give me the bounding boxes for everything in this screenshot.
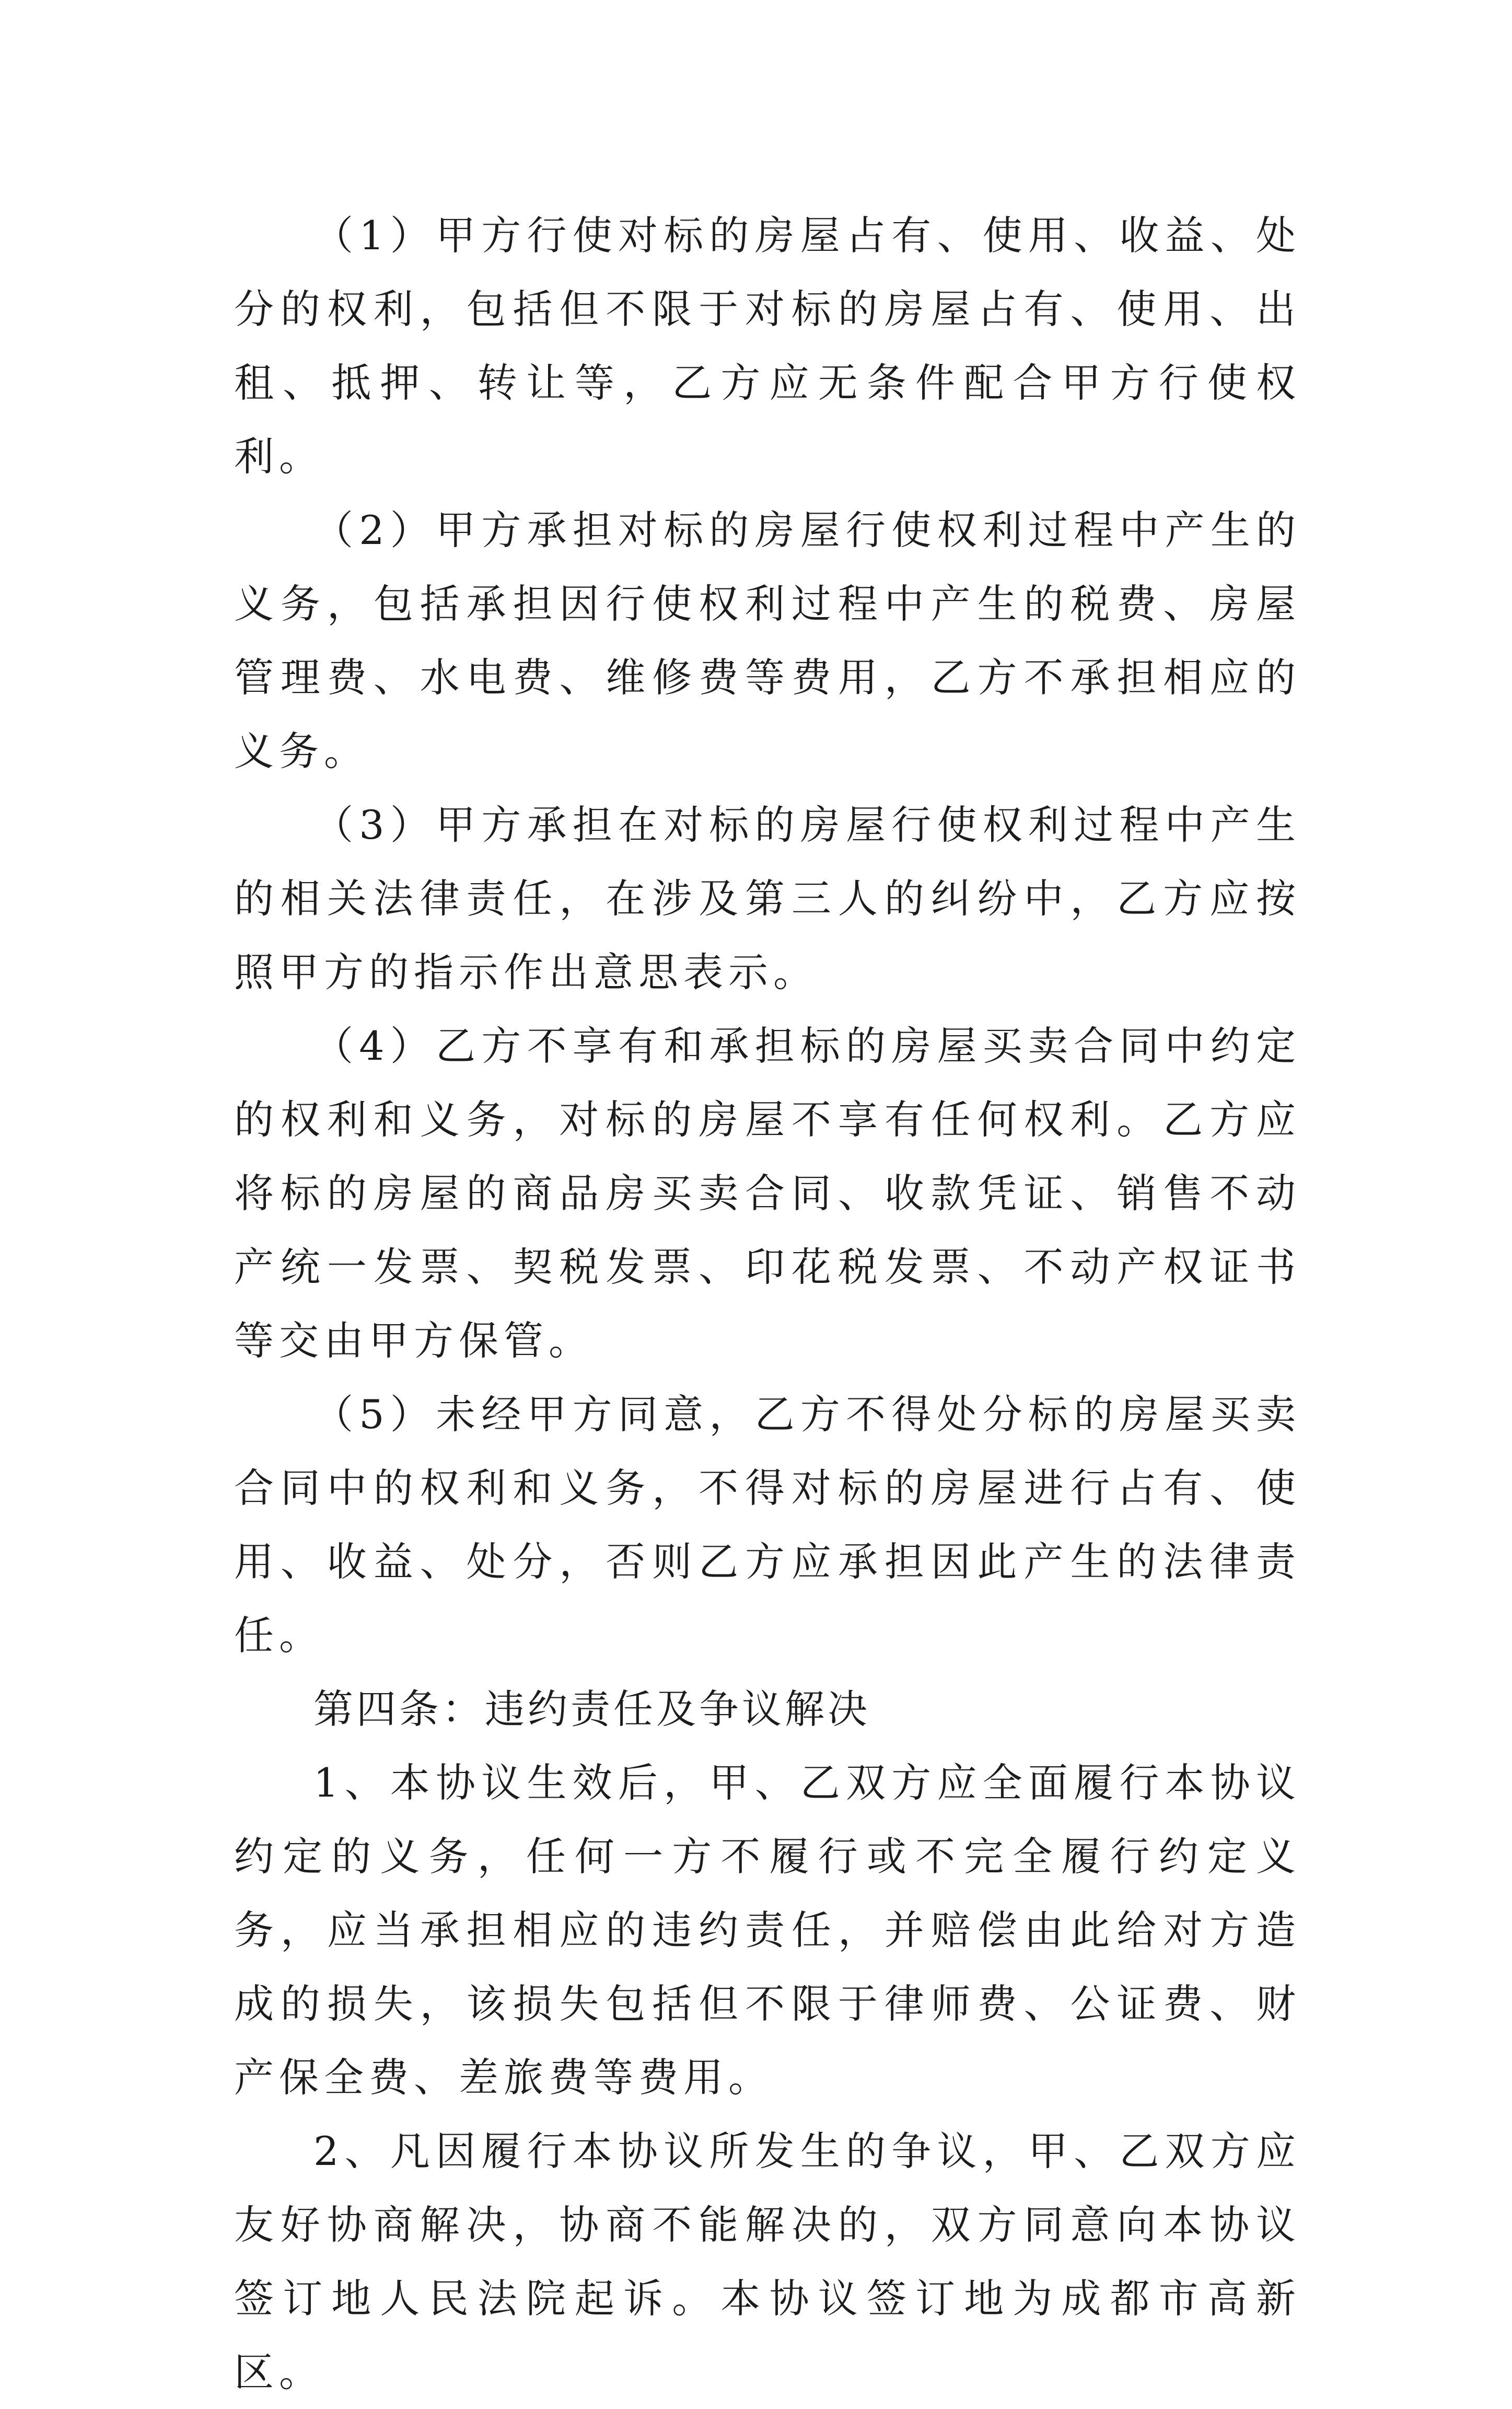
paragraph-clause-4: （4）乙方不享有和承担标的房屋买卖合同中约定的权利和义务，对标的房屋不享有任何权利。乙方应将标的房屋的商品房买卖合同、收款凭证、销售不动产统一发票、契税发票、印花税发票、不动产权证书等交由甲方保管。	[234, 1023, 1301, 1364]
document-body	[234, 199, 1301, 2409]
paragraph-article-4-item-2: 2、凡因履行本协议所发生的争议，甲、乙双方应友好协商解决，协商不能解决的，双方同意向本协议签订地人民法院起诉。本协议签订地为成都市高新区。	[234, 2128, 1301, 2395]
paragraph-article-4-item-1: 1、本协议生效后，甲、乙双方应全面履行本协议约定的义务，任何一方不履行或不完全履行约定义务，应当承担相应的违约责任，并赔偿由此给对方造成的损失，该损失包括但不限于律师费、公证费、财产保全费、差旅费等费用。	[234, 1759, 1301, 2101]
paragraph-clause-2: （2）甲方承担对标的房屋行使权利过程中产生的义务，包括承担因行使权利过程中产生的税费、房屋管理费、水电费、维修费等费用，乙方不承担相应的义务。	[234, 507, 1301, 774]
section-heading-article-4: 第四条：违约责任及争议解决	[313, 1686, 870, 1732]
paragraph-clause-5: （5）未经甲方同意，乙方不得处分标的房屋买卖合同中的权利和义务，不得对标的房屋进行占有、使用、收益、处分，否则乙方应承担因此产生的法律责任。	[234, 1391, 1301, 1659]
paragraph-clause-3: （3）甲方承担在对标的房屋行使权利过程中产生的相关法律责任，在涉及第三人的纠纷中，乙方应按照甲方的指示作出意思表示。	[234, 802, 1301, 995]
paragraph-clause-1: （1）甲方行使对标的房屋占有、使用、收益、处分的权利，包括但不限于对标的房屋占有、使用、出租、抵押、转让等，乙方应无条件配合甲方行使权利。	[234, 212, 1301, 480]
